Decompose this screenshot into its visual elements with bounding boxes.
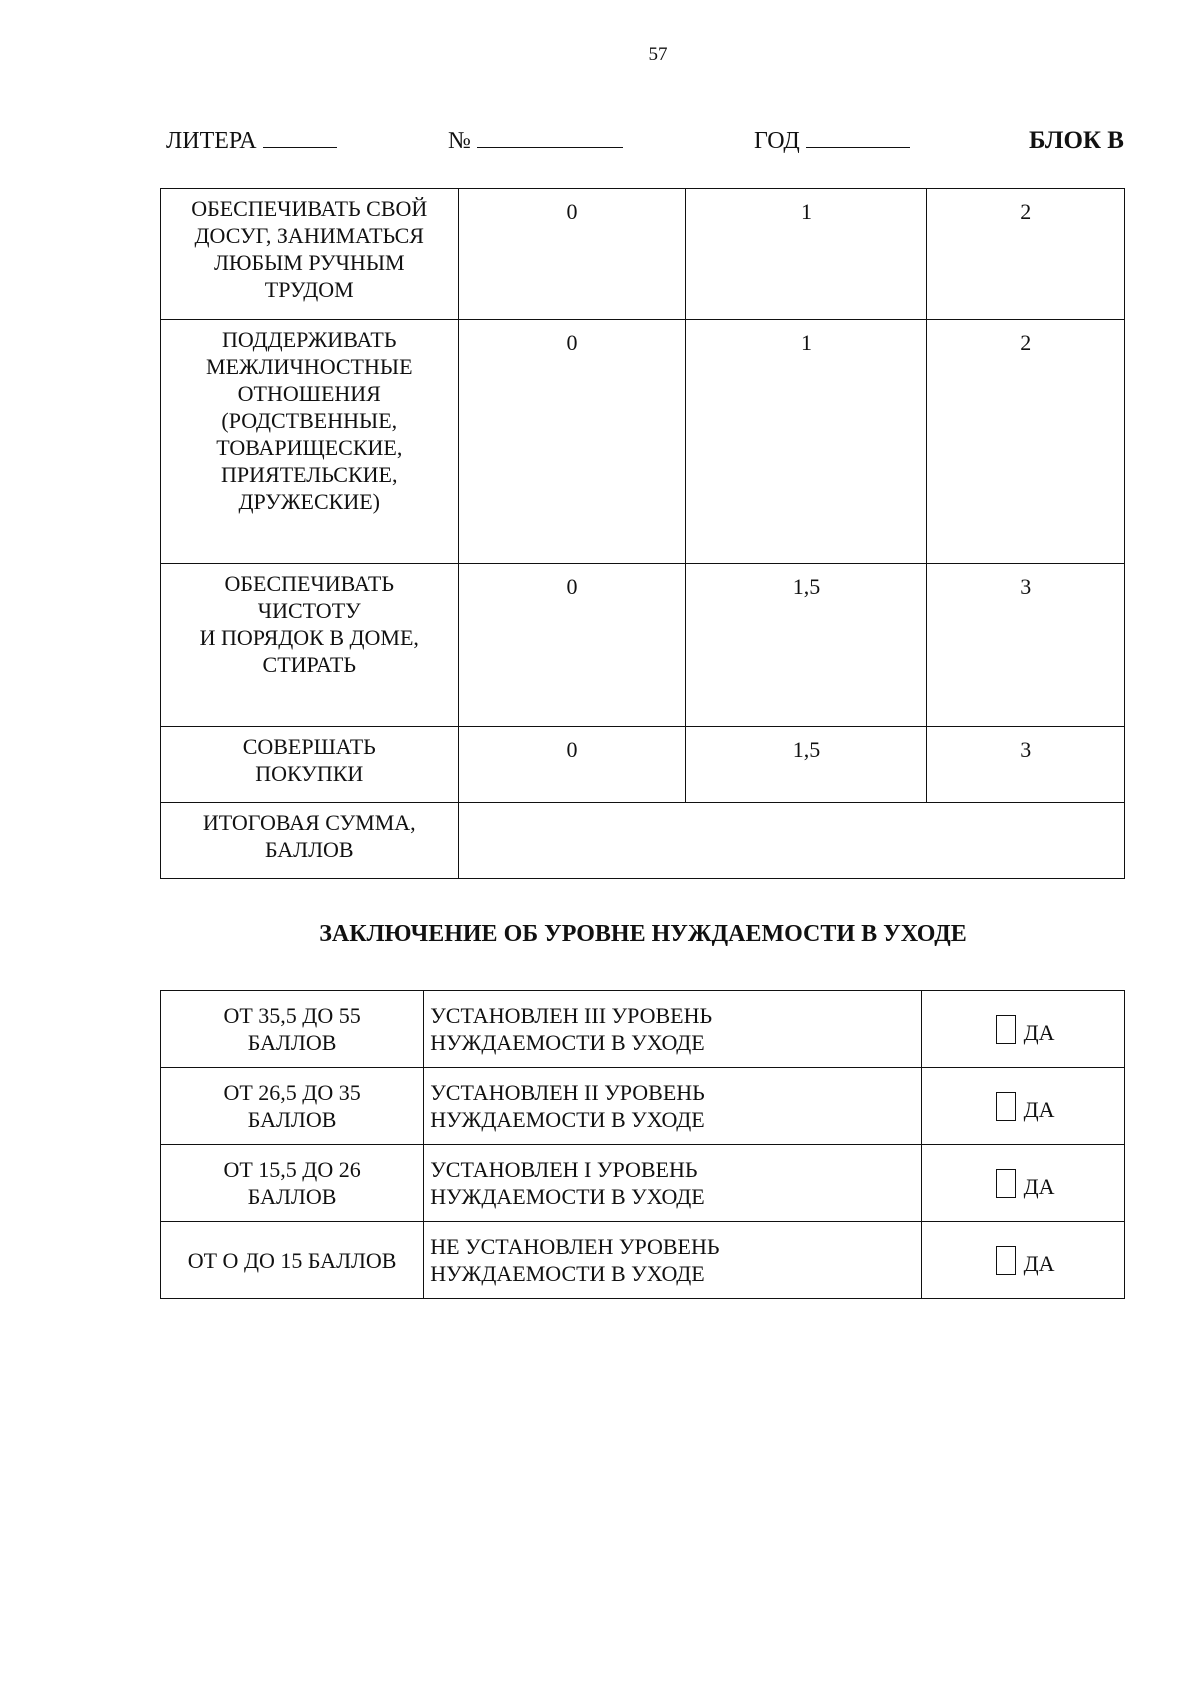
activity-label: ОБЕСПЕЧИВАТЬ СВОЙ ДОСУГ, ЗАНИМАТЬСЯ ЛЮБЫМ РУЧНЫМ ТРУДОМ: [161, 189, 459, 320]
answer-option[interactable]: [922, 1013, 1124, 1046]
score-range: ОТ 15,5 ДО 26 БАЛЛОВ: [161, 1145, 424, 1222]
activity-label: ОБЕСПЕЧИВАТЬ ЧИСТОТУ И ПОРЯДОК В ДОМЕ, СТИРАТЬ: [161, 564, 459, 727]
conclusion-table: [160, 990, 1125, 1299]
litera-blank-line[interactable]: [263, 125, 337, 148]
score-cell[interactable]: 0: [458, 564, 686, 727]
score-cell[interactable]: 0: [458, 189, 686, 320]
answer-label: ДА: [1023, 1250, 1055, 1276]
answer-option[interactable]: [922, 1090, 1124, 1123]
answer-option[interactable]: [922, 1244, 1124, 1277]
table-row: [161, 320, 1125, 564]
litera-label: ЛИТЕРА: [166, 128, 257, 154]
year-label: ГОД: [754, 128, 800, 154]
number-blank-line[interactable]: [477, 125, 623, 148]
table-row: [161, 991, 1125, 1068]
checkbox[interactable]: [996, 1015, 1016, 1044]
form-header: [166, 125, 1124, 159]
number-field[interactable]: [448, 125, 623, 155]
checkbox[interactable]: [996, 1092, 1016, 1121]
score-cell[interactable]: 1: [686, 320, 927, 564]
answer-label: ДА: [1023, 1019, 1055, 1045]
score-cell[interactable]: 3: [927, 727, 1125, 803]
score-cell[interactable]: 1,5: [686, 727, 927, 803]
answer-cell: [922, 1068, 1125, 1145]
score-cell[interactable]: 1,5: [686, 564, 927, 727]
score-cell[interactable]: 0: [458, 320, 686, 564]
answer-option[interactable]: [922, 1167, 1124, 1200]
care-level: УСТАНОВЛЕН III УРОВЕНЬ НУЖДАЕМОСТИ В УХОДЕ: [424, 991, 922, 1068]
table-row: [161, 189, 1125, 320]
answer-cell: [922, 1145, 1125, 1222]
year-field[interactable]: [754, 125, 910, 155]
table-row: [161, 1068, 1125, 1145]
checkbox[interactable]: [996, 1169, 1016, 1198]
care-level: УСТАНОВЛЕН I УРОВЕНЬ НУЖДАЕМОСТИ В УХОДЕ: [424, 1145, 922, 1222]
total-label: ИТОГОВАЯ СУММА, БАЛЛОВ: [161, 803, 459, 879]
score-range: ОТ 26,5 ДО 35 БАЛЛОВ: [161, 1068, 424, 1145]
checkbox[interactable]: [996, 1246, 1016, 1275]
score-cell[interactable]: 0: [458, 727, 686, 803]
total-value-cell[interactable]: [458, 803, 1124, 879]
page-number: 57: [648, 44, 668, 65]
conclusion-title: ЗАКЛЮЧЕНИЕ ОБ УРОВНЕ НУЖДАЕМОСТИ В УХОДЕ: [319, 921, 967, 947]
score-cell[interactable]: 1: [686, 189, 927, 320]
answer-label: ДА: [1023, 1096, 1055, 1122]
care-level: УСТАНОВЛЕН II УРОВЕНЬ НУЖДАЕМОСТИ В УХОДЕ: [424, 1068, 922, 1145]
score-cell[interactable]: 2: [927, 189, 1125, 320]
year-blank-line[interactable]: [806, 125, 910, 148]
answer-cell: [922, 991, 1125, 1068]
score-cell[interactable]: 3: [927, 564, 1125, 727]
table-row-total: [161, 803, 1125, 879]
answer-cell: [922, 1222, 1125, 1299]
score-range: ОТ 35,5 ДО 55 БАЛЛОВ: [161, 991, 424, 1068]
litera-field[interactable]: [166, 125, 337, 155]
table-row: [161, 727, 1125, 803]
score-cell[interactable]: 2: [927, 320, 1125, 564]
activity-label: ПОДДЕРЖИВАТЬ МЕЖЛИЧНОСТНЫЕ ОТНОШЕНИЯ (РОДСТВЕННЫЕ, ТОВАРИЩЕСКИЕ, ПРИЯТЕЛЬСКИЕ, ДРУЖЕСКИЕ): [161, 320, 459, 564]
answer-label: ДА: [1023, 1173, 1055, 1199]
table-row: [161, 1222, 1125, 1299]
block-label: БЛОК В: [1028, 127, 1124, 154]
score-table: [160, 188, 1125, 879]
care-level: НЕ УСТАНОВЛЕН УРОВЕНЬ НУЖДАЕМОСТИ В УХОДЕ: [424, 1222, 922, 1299]
activity-label: СОВЕРШАТЬ ПОКУПКИ: [161, 727, 459, 803]
table-row: [161, 1145, 1125, 1222]
table-row: [161, 564, 1125, 727]
number-label: №: [448, 128, 471, 154]
score-range: ОТ О ДО 15 БАЛЛОВ: [161, 1222, 424, 1299]
